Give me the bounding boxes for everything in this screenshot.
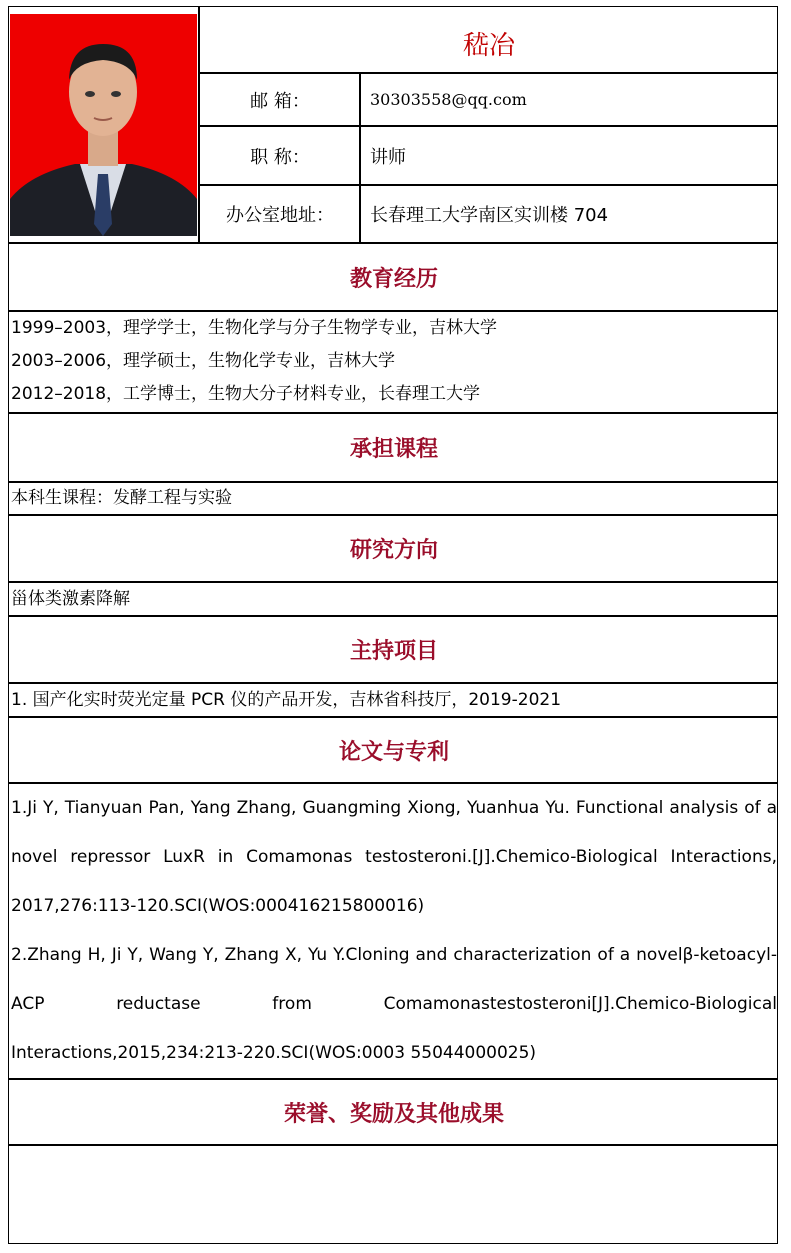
title-value: 讲师 — [370, 146, 406, 168]
paper-item: 2.Zhang H, Ji Y, Wang Y, Zhang X, Yu Y.Cloning and characterization of a novelβ-ketoacyl-ACP reductase from Comamonastestosteroni[J].Chemico-Biological Interactions,2015,234:213-220.SCI(WOS:0003 55044000025) — [11, 945, 777, 1063]
paper-item: 1.Ji Y, Tianyuan Pan, Yang Zhang, Guangming Xiong, Yuanhua Yu. Functional analysis of a novel repressor LuxR in Comamonas testosteroni.[J].Chemico-Biological Interactions, 2017,276:113-120.SCI(WOS:000416215800016) — [11, 798, 777, 916]
portrait-photo — [10, 14, 197, 236]
projects-heading: 主持项目 — [349, 639, 438, 664]
email-value: 30303558@qq.com — [370, 90, 527, 109]
education-item: 2012–2018，工学博士，生物大分子材料专业，长春理工大学 — [11, 384, 481, 404]
office-label: 办公室地址： — [226, 205, 334, 226]
office-value: 长春理工大学南区实训楼 704 — [370, 205, 609, 226]
education-heading: 教育经历 — [349, 266, 438, 292]
courses-text: 本科生课程：发酵工程与实验 — [11, 488, 232, 508]
research-heading: 研究方向 — [349, 538, 438, 563]
education-item: 2003–2006，理学硕士，生物化学专业，吉林大学 — [11, 351, 396, 371]
projects-text: 1. 国产化实时荧光定量 PCR 仪的产品开发，吉林省科技厅，2019-2021 — [11, 690, 562, 710]
research-text: 甾体类激素降解 — [11, 589, 130, 609]
title-label: 职 称： — [250, 146, 310, 168]
person-name: 嵇冶 — [462, 30, 515, 61]
papers-heading: 论文与专利 — [338, 739, 449, 765]
honors-content — [11, 1146, 777, 1242]
email-label: 邮 箱： — [250, 90, 310, 112]
education-list — [11, 312, 777, 411]
education-item: 1999–2003，理学学士，生物化学与分子生物学专业，吉林大学 — [11, 318, 498, 338]
courses-heading: 承担课程 — [349, 437, 438, 462]
honors-heading: 荣誉、奖励及其他成果 — [283, 1101, 504, 1127]
portrait-icon — [10, 14, 197, 236]
papers-list — [11, 784, 777, 1078]
